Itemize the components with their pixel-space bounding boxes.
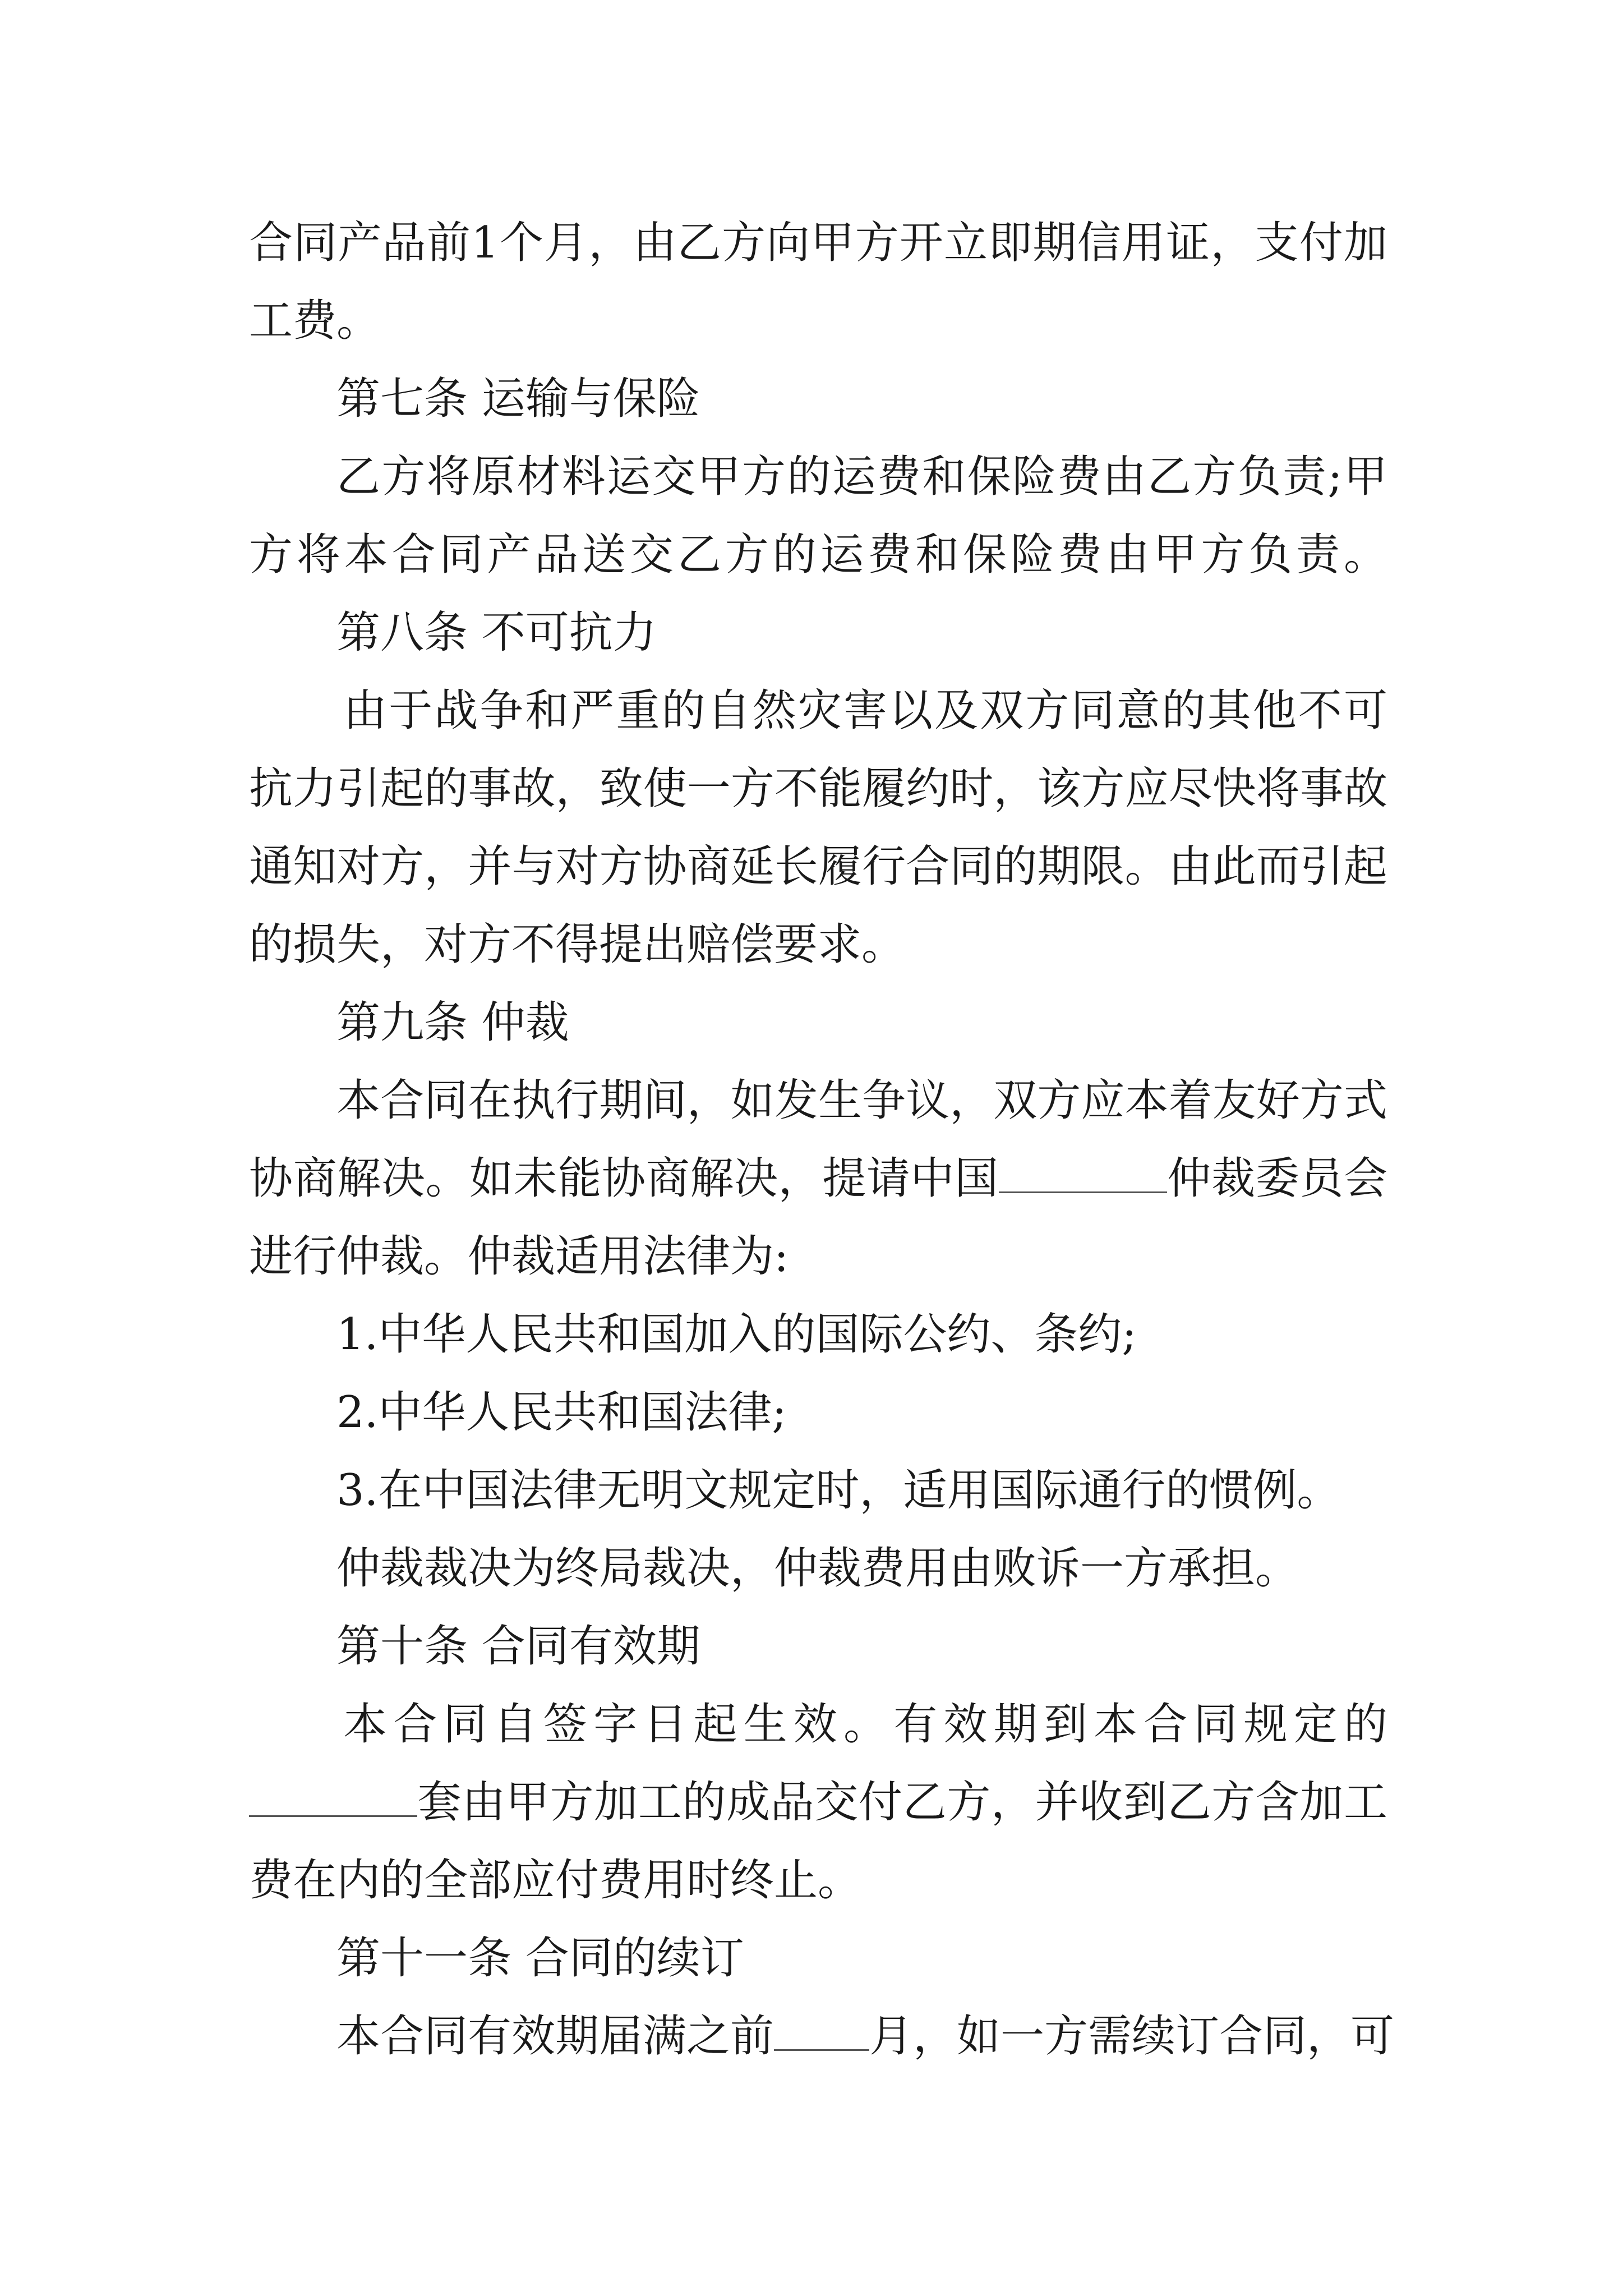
line-text-after-blank: 月，如一方需续订合同，可 <box>869 2011 1395 2062</box>
body-line: 本合同自签字日起生效。有效期到本合同规定的 <box>343 1699 1387 1750</box>
fill-in-blank <box>999 1157 1167 1193</box>
article-heading-7: 第七条 运输与保险 <box>336 374 700 424</box>
body-line: 抗力引起的事故，致使一方不能履约时，该方应尽快将事故 <box>249 763 1387 814</box>
body-line <box>249 1137 1387 1221</box>
body-line: 合同产品前1个月，由乙方向甲方开立即期信用证，支付加 <box>249 218 1387 268</box>
line-text-after-blank: 仲裁委员会 <box>1166 1153 1387 1204</box>
article-heading-9: 第九条 仲裁 <box>336 997 569 1048</box>
article-heading-11: 第十一条 合同的续订 <box>336 1933 744 1984</box>
article-heading-8: 第八条 不可抗力 <box>336 608 657 658</box>
article-heading-10: 第十条 合同有效期 <box>336 1621 700 1672</box>
fill-in-blank <box>774 2014 869 2051</box>
line-text-before-blank: 协商解决。如未能协商解决，提请中国 <box>249 1153 999 1204</box>
body-line <box>249 1760 1387 1844</box>
body-line: 进行仲裁。仲裁适用法律为: <box>249 1231 789 1282</box>
body-line: 由于战争和严重的自然灾害以及双方同意的其他不可 <box>343 685 1387 736</box>
body-line: 费在内的全部应付费用时终止。 <box>249 1855 862 1906</box>
body-line: 的损失，对方不得提出赔偿要求。 <box>249 919 906 970</box>
body-line: 通知对方，并与对方协商延长履行合同的期限。由此而引起 <box>249 841 1387 892</box>
body-line: 工费。 <box>249 296 381 346</box>
body-line: 本合同在执行期间，如发生争议，双方应本着友好方式 <box>336 1075 1387 1126</box>
body-line <box>336 1994 1395 2078</box>
fill-in-blank <box>249 1780 417 1817</box>
list-item: 2.中华人民共和国法律; <box>336 1387 787 1438</box>
body-line: 乙方将原材料运交甲方的运费和保险费由乙方负责;甲 <box>336 452 1387 502</box>
line-text-before-blank: 本合同有效期届满之前 <box>336 2011 774 2062</box>
list-item: 1.中华人民共和国加入的国际公约、条约; <box>336 1309 1137 1360</box>
body-line: 仲裁裁决为终局裁决，仲裁费用由败诉一方承担。 <box>336 1543 1299 1594</box>
body-line: 方将本合同产品送交乙方的运费和保险费由甲方负责。 <box>249 530 1387 580</box>
list-item: 3.在中国法律无明文规定时，适用国际通行的惯例。 <box>336 1465 1341 1516</box>
line-text-after-blank: 套由甲方加工的成品交付乙方，并收到乙方含加工 <box>417 1777 1387 1828</box>
